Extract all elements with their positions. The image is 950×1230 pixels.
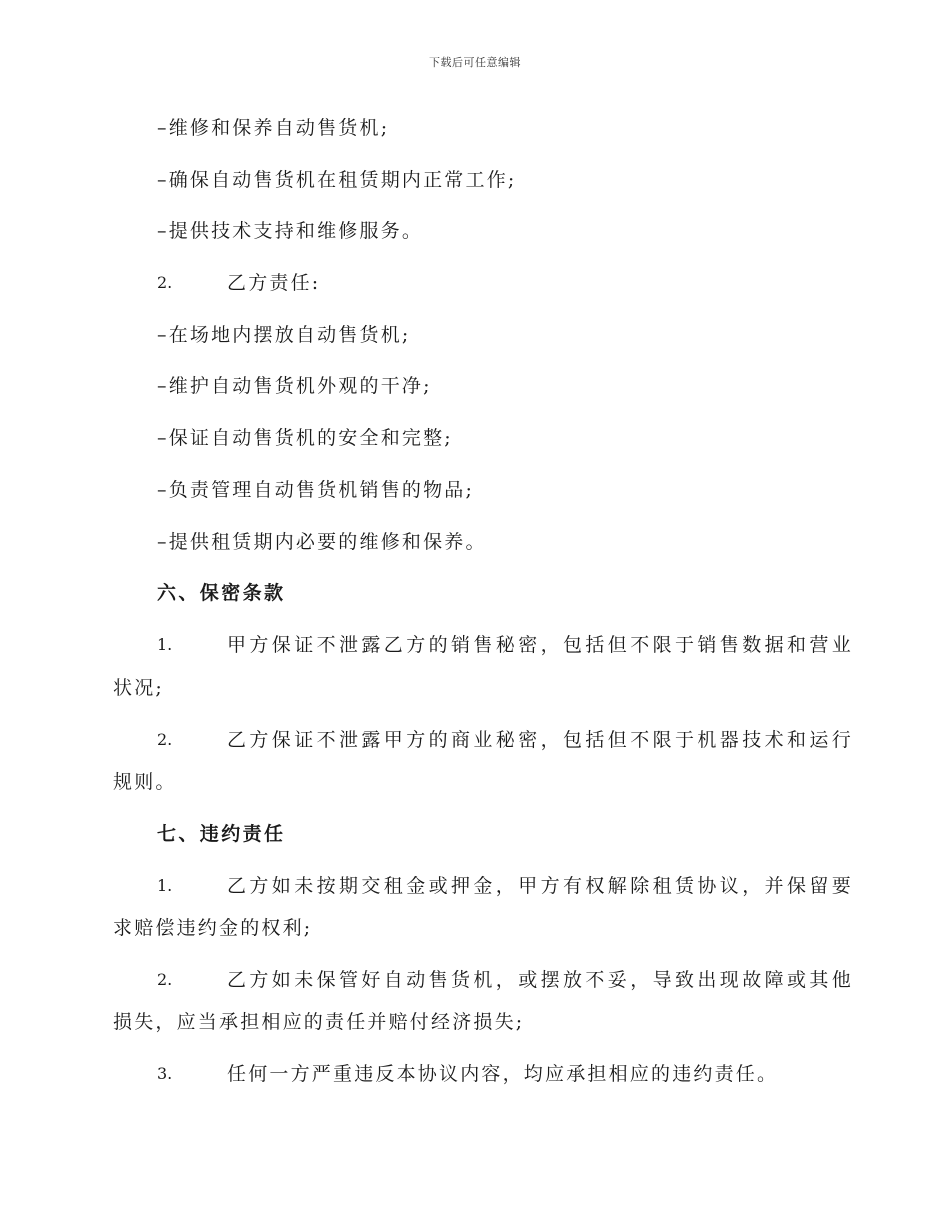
duty-item: –在场地内摆放自动售货机;: [157, 324, 411, 346]
clause-number: 2.: [157, 970, 173, 989]
duty-item: –提供租赁期内必要的维修和保养。: [157, 531, 487, 553]
duty-item: –维护自动售货机外观的干净;: [157, 375, 432, 397]
clause-text: 乙方如未按期交租金或押金，甲方有权解除租赁协议，并保留要: [227, 875, 855, 897]
clause-number: 1.: [157, 876, 173, 895]
clause-number: 3.: [157, 1064, 173, 1083]
party-b-title: 乙方责任:: [227, 272, 321, 294]
clause-text: 乙方如未保管好自动售货机，或摆放不妥，导致出现故障或其他: [227, 969, 855, 991]
clause-continuation: 求赔偿违约金的权利;: [113, 917, 313, 939]
clause-text: 乙方保证不泄露甲方的商业秘密，包括但不限于机器技术和运行: [227, 729, 855, 751]
duty-item: –维修和保养自动售货机;: [157, 117, 390, 139]
section-heading: 七、违约责任: [157, 823, 286, 845]
duty-item: –提供技术支持和维修服务。: [157, 220, 424, 242]
clause-number: 1.: [157, 635, 173, 654]
clause-number: 2.: [157, 273, 173, 292]
clause-text: 任何一方严重违反本协议内容，均应承担相应的违约责任。: [227, 1063, 779, 1085]
duty-item: –保证自动售货机的安全和完整;: [157, 427, 453, 449]
clause-continuation: 状况;: [113, 677, 165, 699]
duty-item: –负责管理自动售货机销售的物品;: [157, 479, 475, 501]
duty-item: –确保自动售货机在租赁期内正常工作;: [157, 169, 517, 191]
page-header: 下载后可任意编辑: [429, 56, 521, 69]
section-heading: 六、保密条款: [157, 582, 286, 604]
clause-continuation: 损失，应当承担相应的责任并赔付经济损失;: [113, 1011, 525, 1033]
clause-continuation: 规则。: [113, 771, 177, 793]
clause-text: 甲方保证不泄露乙方的销售秘密，包括但不限于销售数据和营业: [227, 634, 855, 656]
clause-number: 2.: [157, 730, 173, 749]
